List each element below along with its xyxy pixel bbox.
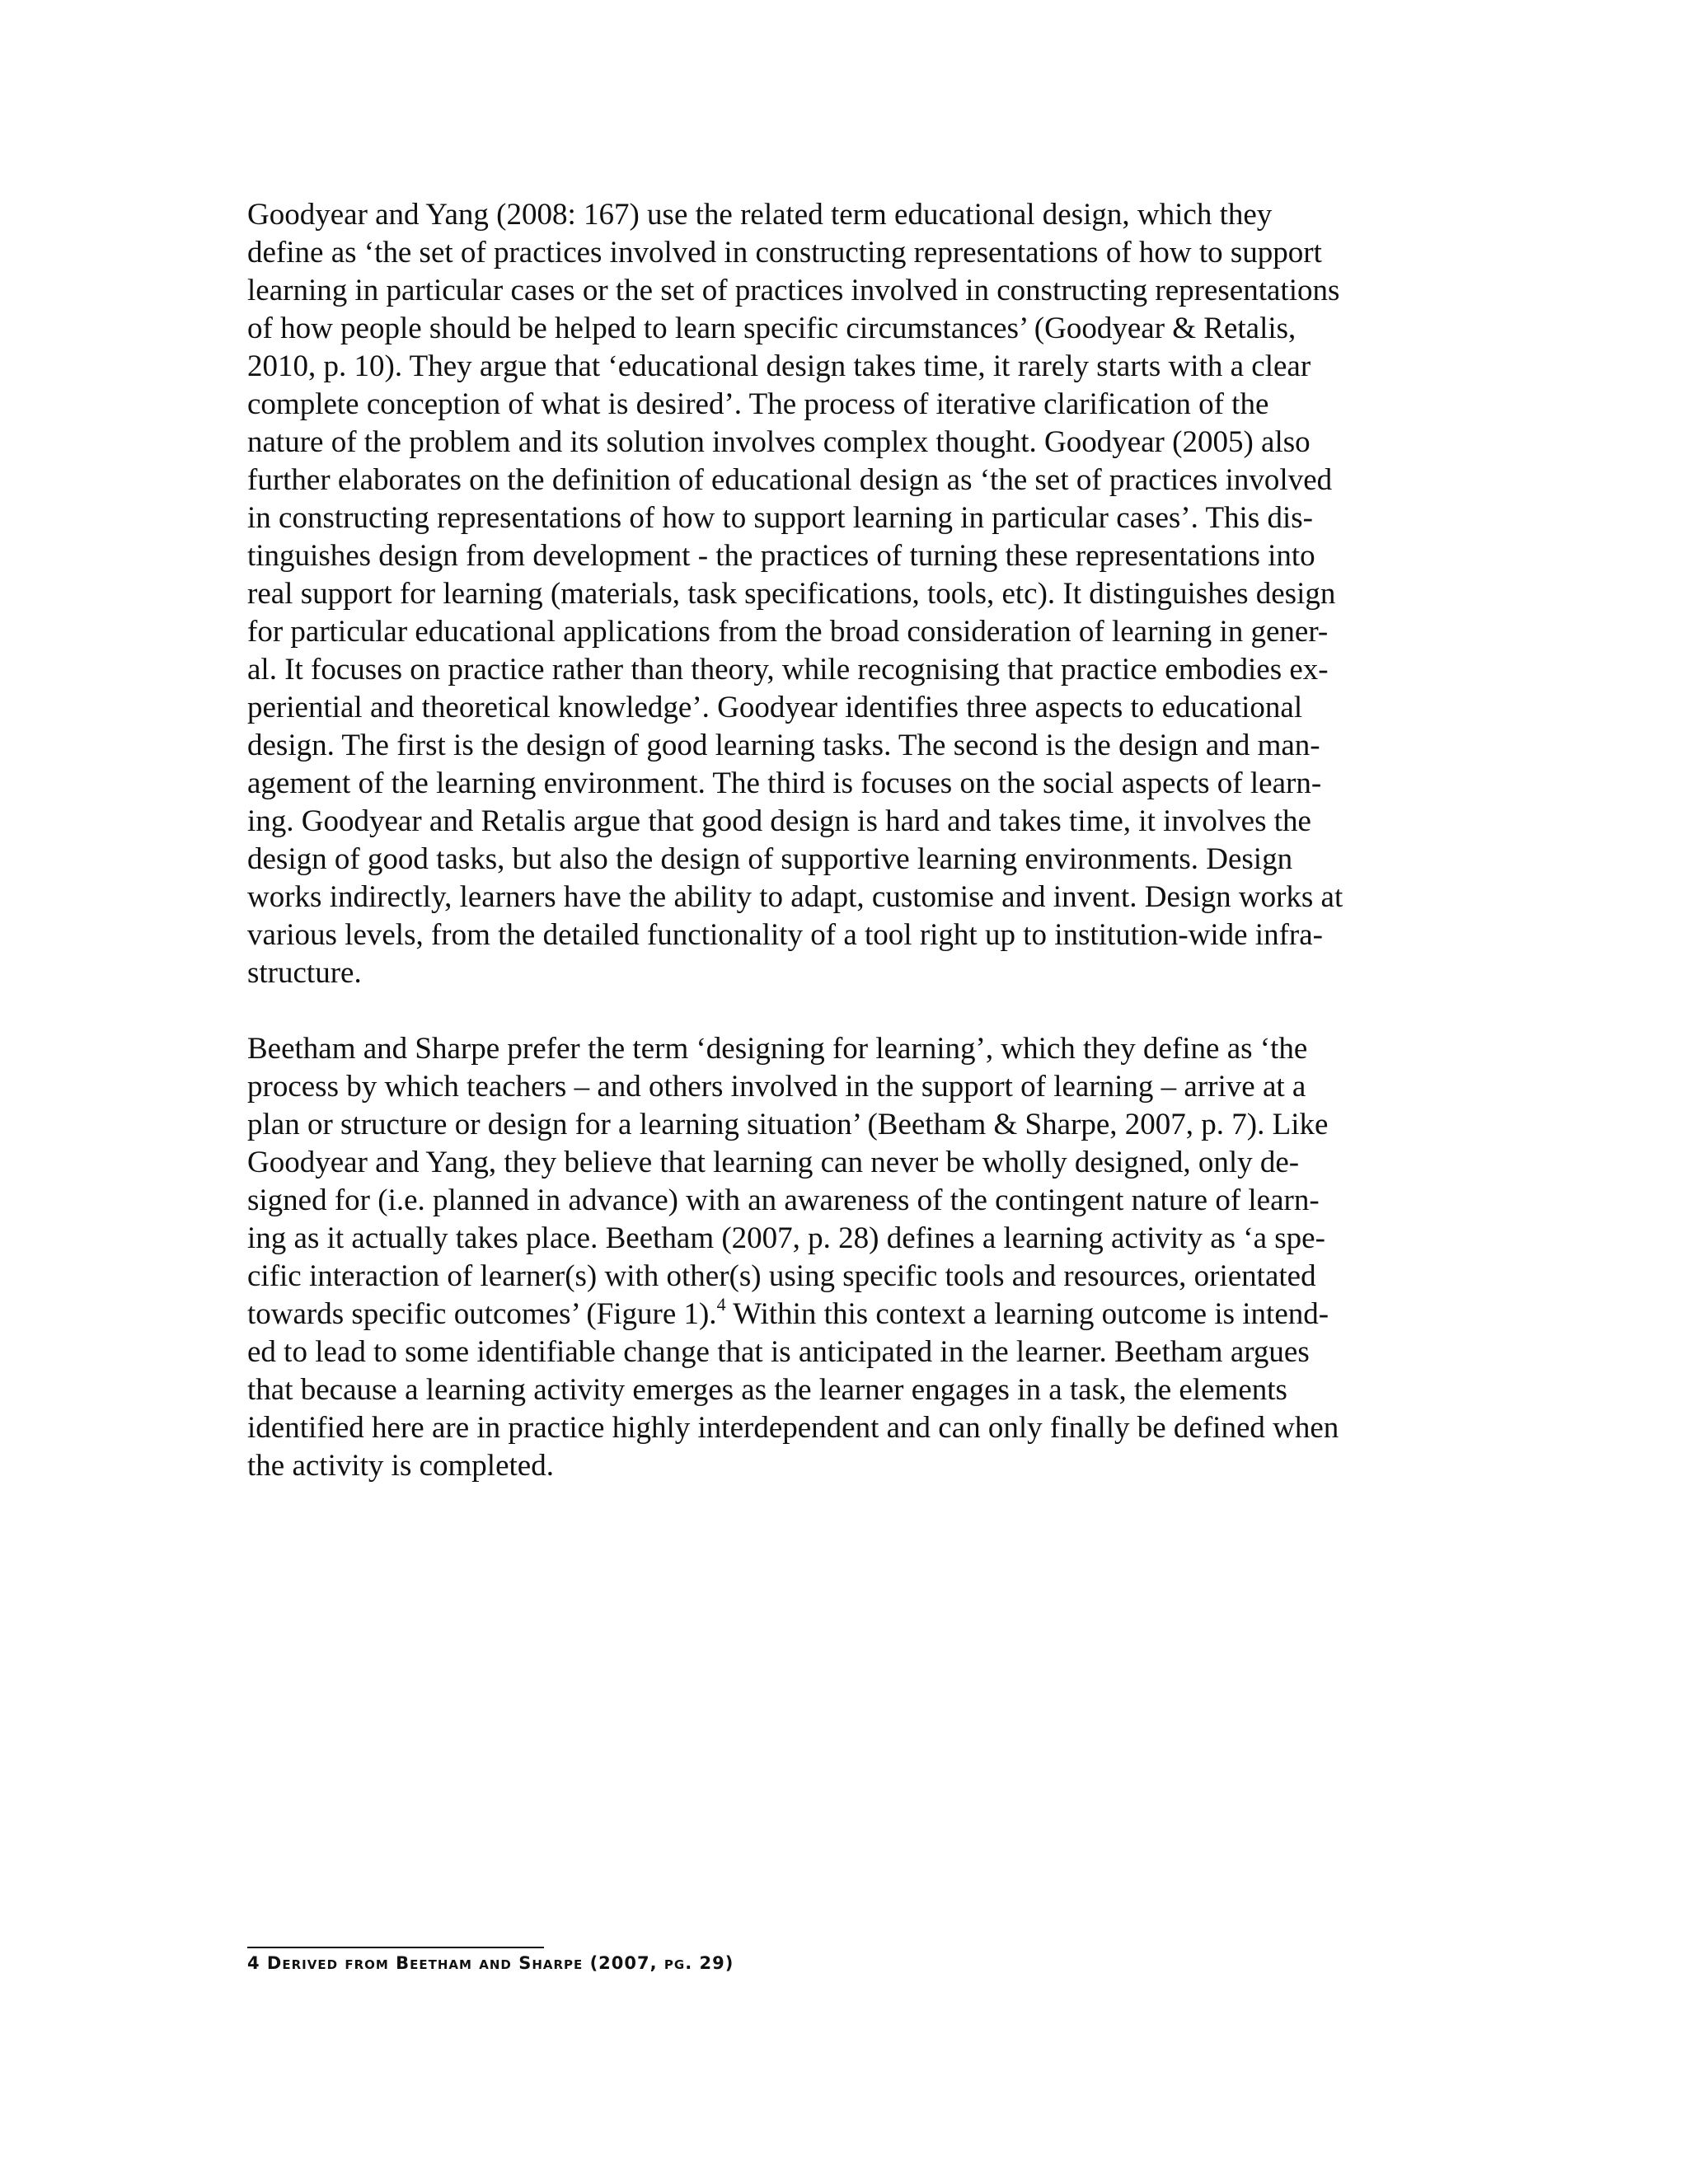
text-line: of how people should be helped to learn specific circumstances’ (Goodyear & Retalis,	[247, 312, 1296, 345]
paragraph-spacer	[247, 992, 1451, 1030]
text-line: for particular educational applications from the broad consideration of learning in gener-	[247, 615, 1329, 649]
text-segment: Within this context a learning outcome is intend-	[725, 1297, 1329, 1331]
paragraph-designing-for-learning	[247, 1030, 1451, 1485]
text-line: Goodyear and Yang (2008: 167) use the related term educational design, which they	[247, 198, 1273, 232]
text-line: in constructing representations of how to support learning in particular cases’. This dis-	[247, 501, 1313, 535]
text-line: the activity is completed.	[247, 1449, 554, 1483]
text-line: al. It focuses on practice rather than theory, while recognising that practice embodies ex-	[247, 653, 1329, 687]
text-line: learning in particular cases or the set of practices involved in constructing representations	[247, 274, 1340, 307]
text-line: that because a learning activity emerges as the learner engages in a task, the elements	[247, 1373, 1287, 1407]
text-line: ing. Goodyear and Retalis argue that good design is hard and takes time, it involves the	[247, 804, 1311, 838]
text-line: agement of the learning environment. The third is focuses on the social aspects of learn-	[247, 766, 1322, 800]
text-line: ing as it actually takes place. Beetham (2007, p. 28) defines a learning activity as ‘a spe-	[247, 1221, 1325, 1255]
footnote-reference[interactable]: 4	[716, 1293, 726, 1315]
text-line: various levels, from the detailed functionality of a tool right up to institution-wide infra-	[247, 918, 1323, 952]
text-line: signed for (i.e. planned in advance) with an awareness of the contingent nature of learn-	[247, 1183, 1320, 1217]
footnote-divider	[247, 1947, 544, 1948]
text-line: works indirectly, learners have the ability to adapt, customise and invent. Design works at	[247, 880, 1343, 914]
text-line: design. The first is the design of good learning tasks. The second is the design and man-	[247, 729, 1320, 762]
text-line: define as ‘the set of practices involved in constructing representations of how to support	[247, 236, 1322, 269]
text-line: cific interaction of learner(s) with other(s) using specific tools and resources, orientated	[247, 1259, 1316, 1293]
body-text	[247, 196, 1451, 1485]
text-line: Goodyear and Yang, they believe that learning can never be wholly designed, only de-	[247, 1146, 1300, 1179]
text-line: design of good tasks, but also the design of supportive learning environments. Design	[247, 842, 1293, 876]
text-line: nature of the problem and its solution involves complex thought. Goodyear (2005) also	[247, 425, 1311, 459]
text-line: further elaborates on the definition of educational design as ‘the set of practices involved	[247, 463, 1333, 497]
text-line: structure.	[247, 956, 362, 990]
paragraph-educational-design	[247, 196, 1451, 992]
footnote-text: 4 Derived from Beetham and Sharpe (2007, pg. 29)	[247, 1953, 734, 1973]
text-line: Beetham and Sharpe prefer the term ‘designing for learning’, which they define as ‘the	[247, 1032, 1308, 1066]
text-line: ed to lead to some identifiable change that is anticipated in the learner. Beetham argues	[247, 1335, 1310, 1369]
text-line: plan or structure or design for a learning situation’ (Beetham & Sharpe, 2007, p. 7). Like	[247, 1108, 1329, 1141]
text-line-with-footnote-ref	[247, 1293, 1451, 1333]
text-line: real support for learning (materials, task specifications, tools, etc). It distinguishes design	[247, 577, 1336, 611]
text-line: complete conception of what is desired’. The process of iterative clarification of the	[247, 387, 1269, 421]
text-line: tinguishes design from development - the practices of turning these representations into	[247, 539, 1315, 573]
text-line: 2010, p. 10). They argue that ‘educational design takes time, it rarely starts with a clear	[247, 349, 1311, 383]
text-line: process by which teachers – and others involved in the support of learning – arrive at a	[247, 1070, 1306, 1104]
text-line: identified here are in practice highly interdependent and can only finally be defined when	[247, 1411, 1339, 1445]
text-segment: towards specific outcomes’ (Figure 1).	[247, 1297, 717, 1331]
text-line: periential and theoretical knowledge’. Goodyear identifies three aspects to educational	[247, 691, 1303, 724]
